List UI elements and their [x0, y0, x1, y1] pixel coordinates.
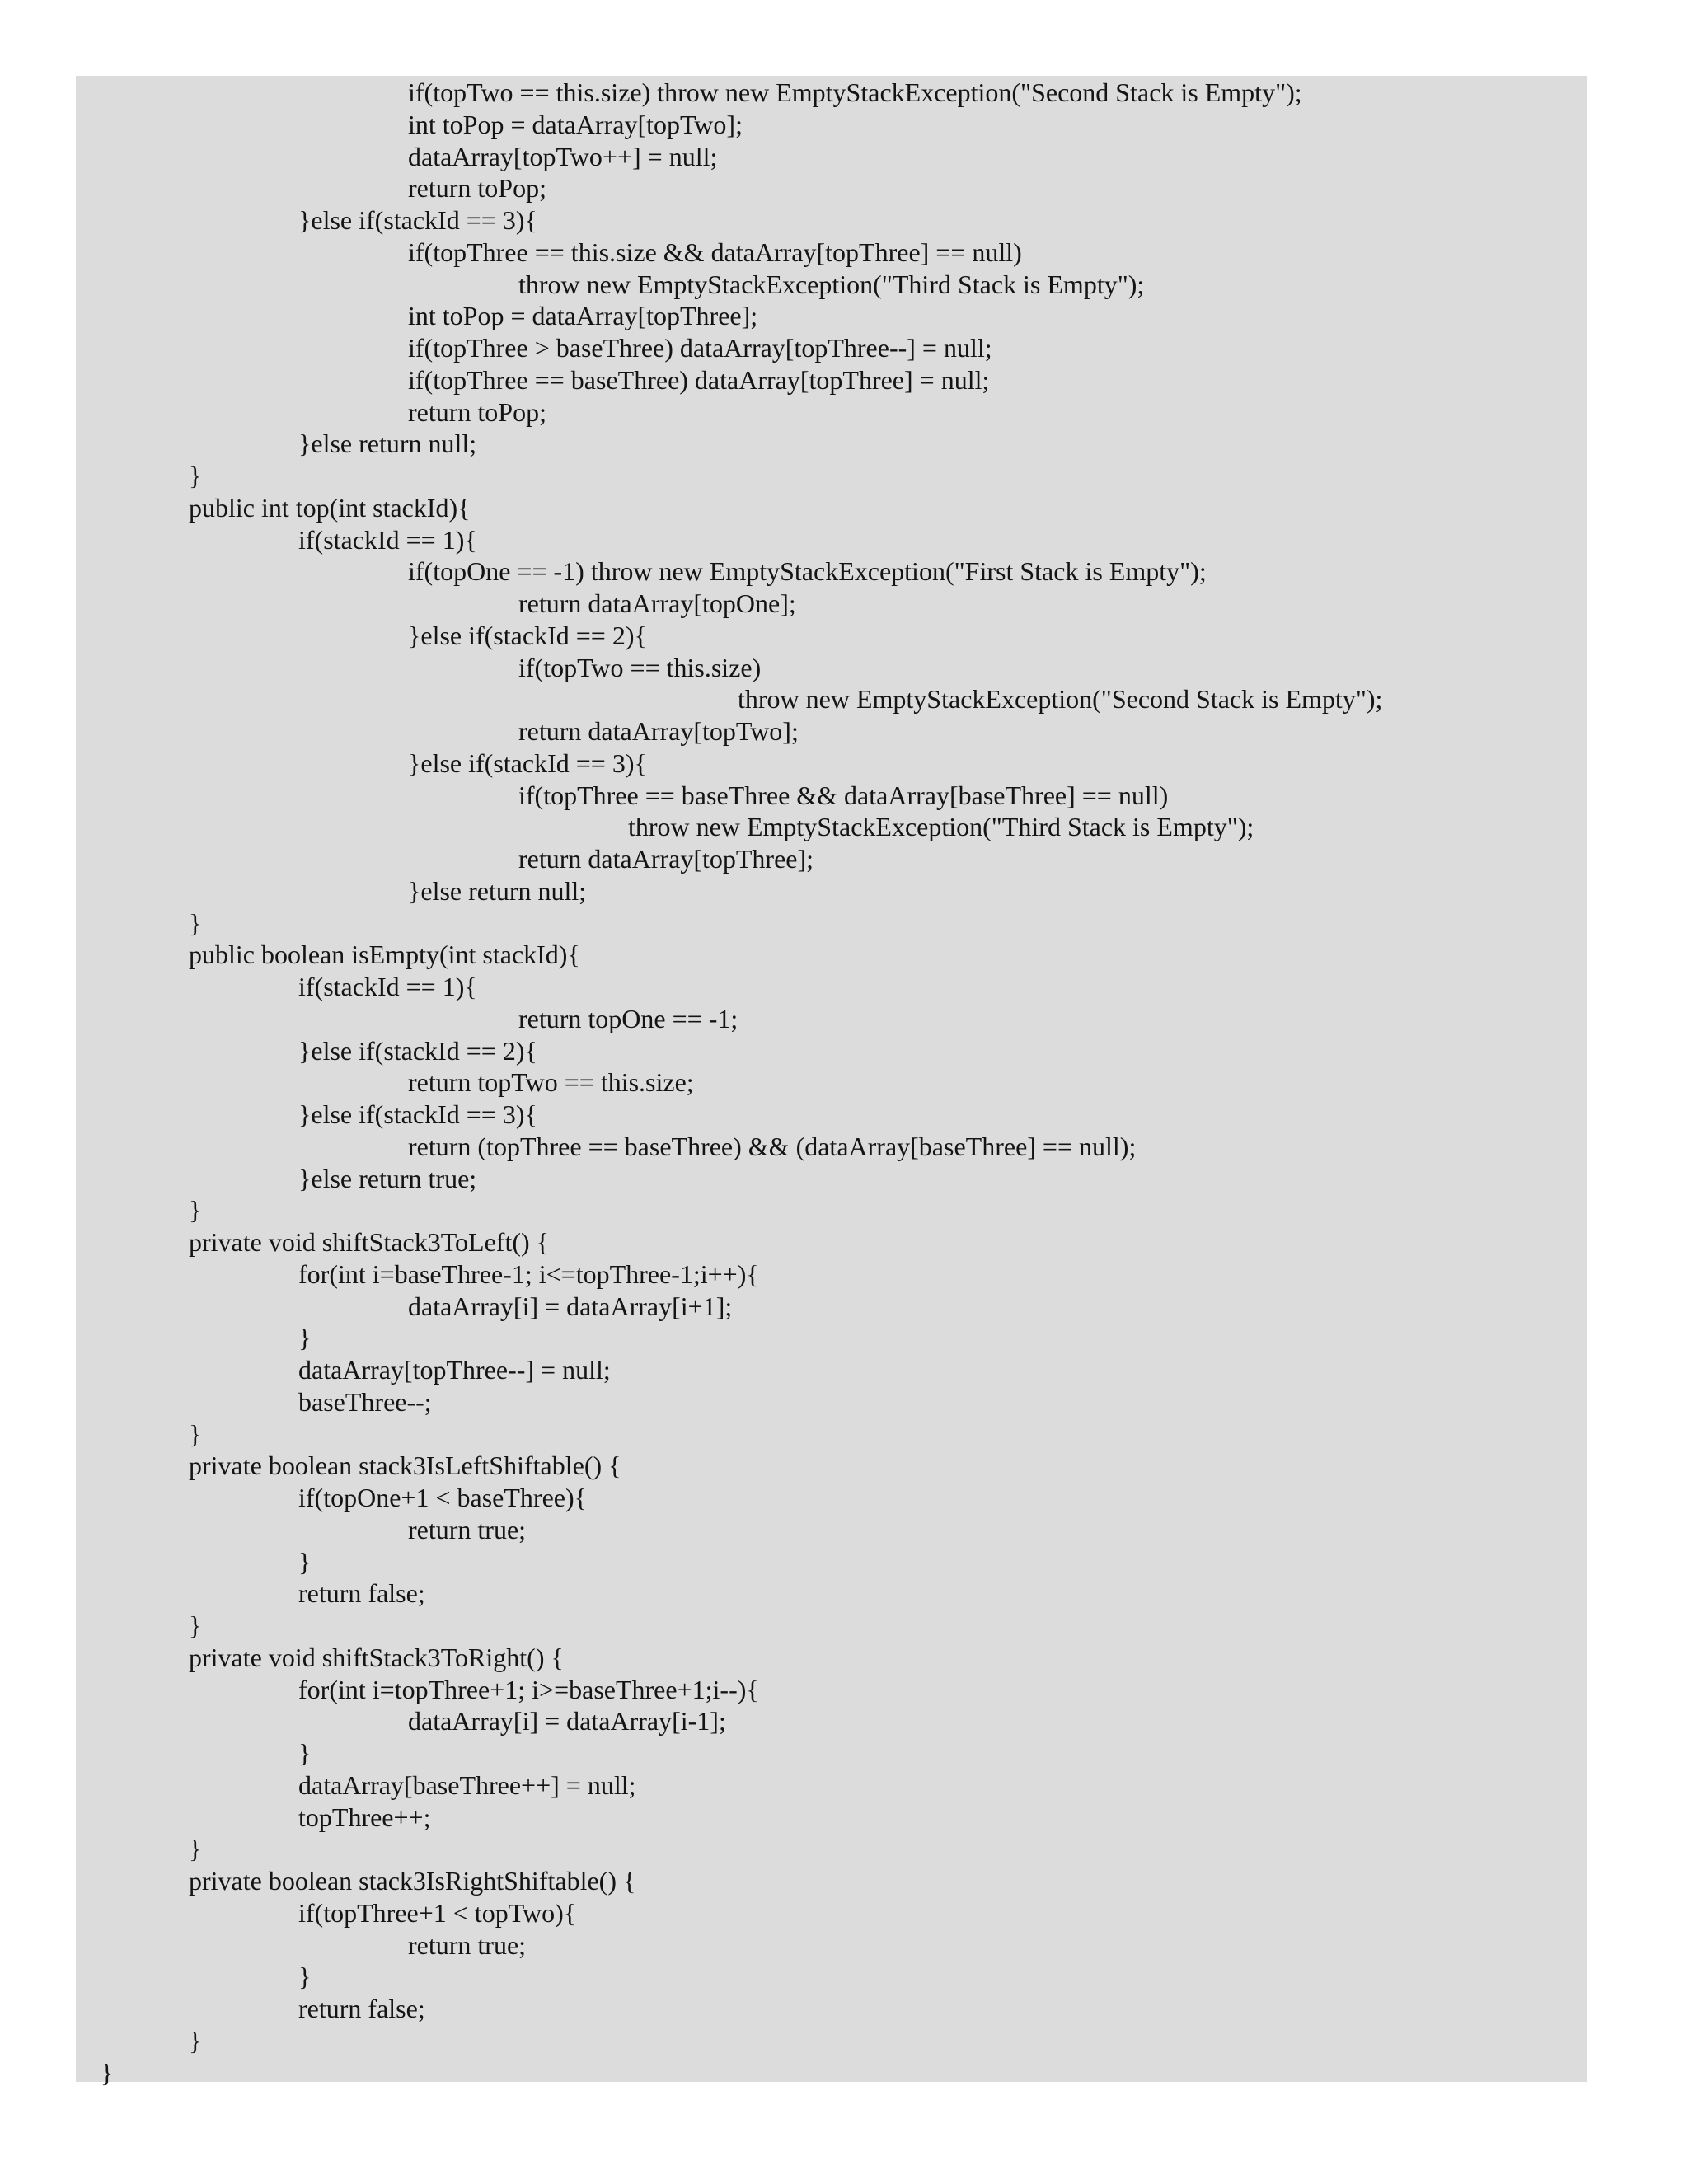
- code-line: if(topThree == baseThree && dataArray[baseThree] == null): [518, 780, 1169, 810]
- code-line: if(topOne+1 < baseThree){: [298, 1483, 587, 1512]
- code-line: public int top(int stackId){: [189, 492, 471, 523]
- code-line: dataArray[i] = dataArray[i+1];: [408, 1291, 733, 1321]
- code-line: throw new EmptyStackException("Third Stack is Empty");: [518, 269, 1145, 299]
- code-line: }: [298, 1738, 312, 1768]
- code-line: if(topThree > baseThree) dataArray[topThree--] = null;: [408, 333, 992, 363]
- code-line: }else if(stackId == 3){: [408, 748, 647, 778]
- code-line: }: [189, 2025, 202, 2055]
- code-line: return true;: [408, 1929, 527, 1960]
- code-line: }: [298, 1546, 312, 1577]
- code-line: if(stackId == 1){: [298, 972, 477, 1001]
- code-line: int toPop = dataArray[topTwo];: [408, 109, 743, 139]
- code-line: public boolean isEmpty(int stackId){: [189, 940, 580, 970]
- code-line: private boolean stack3IsLeftShiftable() {: [189, 1451, 621, 1481]
- code-line: if(topTwo == this.size): [518, 652, 762, 682]
- code-line: }else if(stackId == 3){: [298, 1099, 537, 1129]
- code-line: return topTwo == this.size;: [408, 1067, 694, 1098]
- code-line: }: [189, 1610, 202, 1640]
- code-line: return topOne == -1;: [518, 1003, 738, 1033]
- code-line: return dataArray[topOne];: [518, 588, 796, 618]
- code-listing-panel: [76, 76, 1587, 2088]
- code-line: }else return null;: [408, 875, 587, 906]
- code-line: dataArray[topTwo++] = null;: [408, 141, 718, 171]
- code-line: }: [189, 907, 202, 938]
- code-line: return toPop;: [408, 173, 546, 204]
- code-line: }else return null;: [298, 429, 477, 459]
- code-line: return true;: [408, 1514, 527, 1544]
- code-line: }: [101, 2057, 114, 2088]
- code-line: }: [298, 1961, 312, 1992]
- code-line: private void shiftStack3ToLeft() {: [189, 1227, 549, 1257]
- code-line: for(int i=topThree+1; i>=baseThree+1;i--){: [298, 1674, 759, 1704]
- code-line: }else if(stackId == 2){: [298, 1035, 537, 1066]
- code-lines: [76, 76, 1587, 2088]
- code-line: }: [298, 1323, 312, 1353]
- code-line: }: [189, 1195, 202, 1226]
- code-line: dataArray[topThree--] = null;: [298, 1355, 611, 1385]
- code-line: }else return true;: [298, 1163, 477, 1193]
- code-line: return false;: [298, 1994, 425, 2023]
- code-line: }: [189, 1834, 202, 1864]
- code-line: throw new EmptyStackException("Third Stack is Empty");: [628, 812, 1254, 842]
- code-line: return (topThree == baseThree) && (dataArray[baseThree] == null);: [408, 1131, 1137, 1161]
- code-line: if(stackId == 1){: [298, 524, 477, 555]
- code-line: }else if(stackId == 3){: [298, 205, 537, 235]
- code-line: if(topOne == -1) throw new EmptyStackException("First Stack is Empty");: [408, 556, 1207, 587]
- code-line: return toPop;: [408, 396, 546, 427]
- code-line: return dataArray[topTwo];: [518, 716, 799, 746]
- code-line: private boolean stack3IsRightShiftable() {: [189, 1866, 636, 1896]
- code-line: dataArray[baseThree++] = null;: [298, 1769, 636, 1800]
- code-line: topThree++;: [298, 1802, 431, 1832]
- code-line: for(int i=baseThree-1; i<=topThree-1;i++){: [298, 1258, 759, 1289]
- code-line: int toPop = dataArray[topThree];: [408, 301, 758, 331]
- code-line: private void shiftStack3ToRight() {: [189, 1642, 564, 1672]
- code-line: if(topThree == this.size && dataArray[topThree] == null): [408, 237, 1022, 267]
- code-line: return dataArray[topThree];: [518, 844, 814, 874]
- code-line: dataArray[i] = dataArray[i-1];: [408, 1706, 726, 1736]
- code-line: }else if(stackId == 2){: [408, 620, 647, 650]
- code-line: throw new EmptyStackException("Second Stack is Empty");: [738, 684, 1383, 715]
- code-line: }: [189, 1418, 202, 1449]
- code-line: if(topTwo == this.size) throw new EmptyStackException("Second Stack is Empty");: [408, 77, 1302, 107]
- code-line: baseThree--;: [298, 1386, 432, 1417]
- code-line: return false;: [298, 1578, 425, 1609]
- code-line: }: [189, 461, 202, 490]
- code-line: if(topThree+1 < topTwo){: [298, 1897, 577, 1928]
- code-line: if(topThree == baseThree) dataArray[topThree] = null;: [408, 364, 990, 395]
